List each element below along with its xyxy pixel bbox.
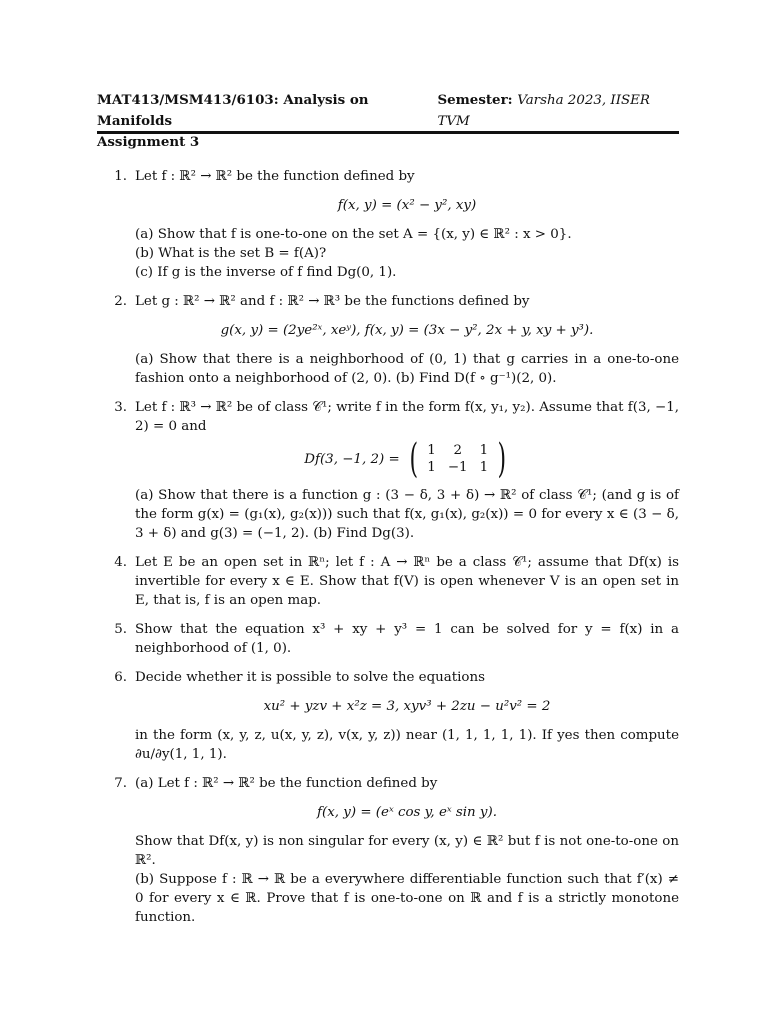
problem-number: 3. (114, 400, 127, 415)
header-rule (97, 131, 679, 134)
assignment-title: Assignment 3 (97, 134, 200, 150)
problem-part: Show that Df(x, y) is non singular for every (x, y) ∈ ℝ² but f is not one-to-one on ℝ². (135, 834, 679, 868)
problem-intro: Let f : ℝ³ → ℝ² be of class 𝒞¹; write f in the form f(x, y₁, y₂). Assume that f(3, −1, 2) = 0 and (135, 400, 679, 434)
problem-body (135, 167, 679, 282)
problem-number: 4. (114, 555, 127, 570)
matrix-cell: 1 (479, 443, 489, 458)
problem-part: (a) Show that f is one-to-one on the set A = {(x, y) ∈ ℝ² : x > 0}. (135, 227, 572, 242)
problem-part: (b) Suppose f : ℝ → ℝ be a everywhere differentiable function such that f′(x) ≠ 0 for every x ∈ ℝ. Prove that f is one-to-one on ℝ and f is a strictly monotone function. (135, 872, 679, 925)
problem-part: in the form (x, y, z, u(x, y, z), v(x, y, z)) near (1, 1, 1, 1, 1). If yes then compute ∂u/∂y(1, 1, 1). (135, 728, 679, 762)
display-equation: g(x, y) = (2ye²ˣ, xeʸ), f(x, y) = (3x − y², 2x + y, xy + y³). (220, 323, 594, 338)
jacobian-matrix (406, 436, 510, 482)
matrix-cell: 1 (427, 443, 436, 458)
right-paren: ) (497, 436, 507, 482)
problem-list (97, 167, 679, 937)
semester-label: Semester: (437, 92, 513, 108)
course-title: MAT413/MSM413/6103: Analysis on Manifolds (97, 92, 369, 129)
document-header (97, 90, 679, 153)
matrix-cell: 1 (427, 460, 436, 475)
problem-number: 2. (114, 294, 127, 309)
problem-intro: Let E be an open set in ℝⁿ; let f : A → ℝⁿ be a class 𝒞¹; assume that Df(x) is invertible for every x ∈ E. Show that f(V) is open whenever V is an open set in E, that is, f is an open map. (135, 555, 679, 608)
problem-7 (97, 774, 679, 927)
problem-4 (97, 553, 679, 610)
semester-info (437, 90, 679, 132)
problem-number: 6. (114, 670, 127, 685)
problem-number: 1. (114, 169, 127, 184)
problem-body (135, 553, 679, 610)
display-equation: xu² + yzv + x²z = 3, xyv³ + 2zu − u²v² = 2 (263, 699, 551, 714)
problem-body (135, 292, 679, 388)
problem-part: (a) Show that there is a function g : (3 − δ, 3 + δ) → ℝ² of class 𝒞¹; (and g is of the form g(x) = (g₁(x), g₂(x))) such that f(x, g₁(x), g₂(x)) = 0 for every x ∈ (3 − δ, 3 + δ) and g(3) = (−1, 2). (b) Find Dg(3). (135, 488, 679, 541)
problem-body (135, 620, 679, 658)
problem-part: (c) If g is the inverse of f find Dg(0, 1). (135, 265, 397, 280)
matrix-row (421, 442, 494, 459)
problem-5 (97, 620, 679, 658)
problem-6 (97, 668, 679, 764)
problem-intro: Let f : ℝ² → ℝ² be the function defined by (135, 169, 415, 184)
problem-part: (b) What is the set B = f(A)? (135, 246, 327, 261)
left-paren: ( (409, 436, 418, 482)
display-equation: f(x, y) = (x² − y², xy) (337, 198, 477, 213)
matrix-lhs: Df(3, −1, 2) = (304, 451, 400, 467)
problem-2 (97, 292, 679, 388)
matrix-cell: −1 (447, 460, 468, 475)
problem-number: 7. (114, 776, 127, 791)
matrix-row (421, 459, 494, 476)
matrix-cell: 2 (453, 443, 462, 458)
matrix-table (421, 442, 494, 476)
matrix-equation (135, 436, 679, 482)
problem-number: 5. (114, 622, 127, 637)
problem-intro: Show that the equation x³ + xy + y³ = 1 can be solved for y = f(x) in a neighborhood of (1, 0). (135, 622, 679, 656)
header-row (97, 90, 679, 132)
problem-body (135, 668, 679, 764)
problem-3 (97, 398, 679, 543)
problem-1 (97, 167, 679, 282)
problem-intro: (a) Let f : ℝ² → ℝ² be the function defined by (135, 776, 438, 791)
problem-part: (a) Show that there is a neighborhood of (0, 1) that g carries in a one-to-one fashion onto a neighborhood of (2, 0). (b) Find D(f ∘ g⁻¹)(2, 0). (135, 352, 679, 386)
display-equation: f(x, y) = (eˣ cos y, eˣ sin y). (317, 805, 497, 820)
assignment-row (97, 132, 679, 153)
semester-value: Varsha 2023, IISER TVM (437, 93, 651, 129)
problem-intro: Decide whether it is possible to solve the equations (135, 670, 485, 685)
matrix-cell: 1 (479, 460, 489, 475)
problem-intro: Let g : ℝ² → ℝ² and f : ℝ² → ℝ³ be the functions defined by (135, 294, 530, 309)
problem-body (135, 398, 679, 543)
problem-body (135, 774, 679, 927)
